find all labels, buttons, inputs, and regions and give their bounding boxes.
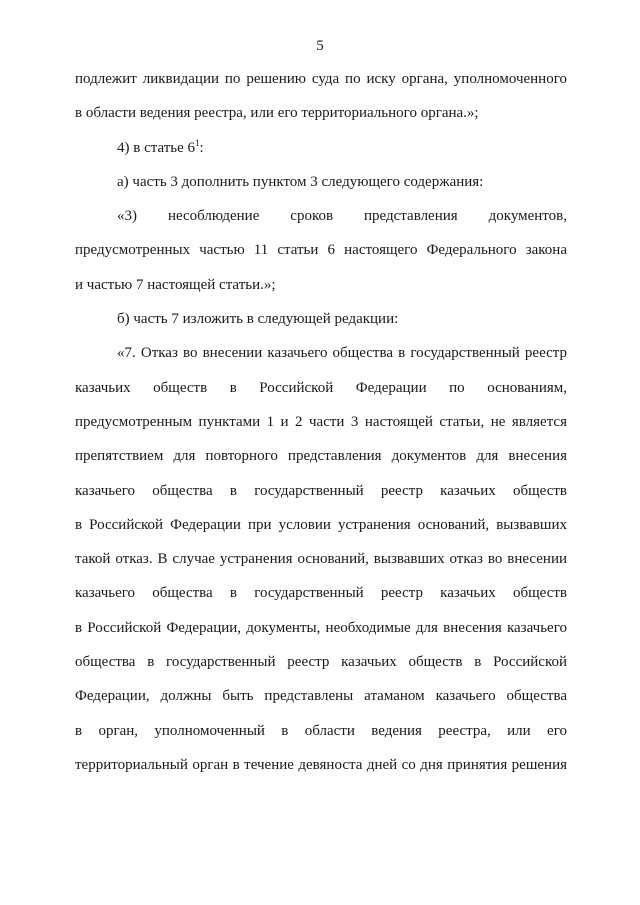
text-line: и частью 7 настоящей статьи.»;: [75, 276, 276, 293]
paragraph-part-7-quote: [75, 336, 567, 782]
paragraph-part-7-amend: [75, 302, 567, 336]
text-line: а) часть 3 дополнить пунктом 3 следующего содержания:: [117, 173, 484, 190]
text-line: в Российской Федерации при условии устранения оснований, вызвавших: [75, 516, 567, 533]
text-line: «7. Отказ во внесении казачьего общества в государственный реестр: [117, 345, 567, 362]
article-ref-text: 4) в статье 6: [117, 139, 196, 156]
text-line: б) часть 7 изложить в следующей редакции:: [117, 311, 399, 328]
text-line: территориальный орган в течение девяноста дней со дня принятия решения: [75, 756, 567, 773]
page-number: 5: [316, 38, 324, 54]
paragraph-item-3-quote: [75, 199, 567, 302]
article-ref-superscript: 1: [195, 137, 200, 148]
article-ref-colon: :: [199, 139, 204, 156]
text-line: предусмотренным пунктами 1 и 2 части 3 настоящей статьи, не является: [75, 413, 567, 430]
text-line: в области ведения реестра, или его территориального органа.»;: [75, 105, 479, 122]
text-line: препятствием для повторного представления документов для внесения: [75, 448, 567, 465]
paragraph-part-3-amend: [75, 165, 567, 199]
text-line: «3) несоблюдение сроков представления документов,: [117, 208, 567, 225]
text-line: казачьего общества в государственный реестр казачьих обществ: [75, 482, 567, 499]
text-line: казачьего общества в государственный реестр казачьих обществ: [75, 585, 567, 602]
paragraph-article-6-1: [75, 131, 567, 165]
text-line: Федерации, должны быть представлены атаманом казачьего общества: [75, 688, 567, 705]
text-line: общества в государственный реестр казачьих обществ в Российской: [75, 654, 567, 671]
text-line: подлежит ликвидации по решению суда по иску органа, уполномоченного: [75, 71, 567, 87]
document-body: [75, 62, 567, 782]
paragraph-liquidation: [75, 62, 567, 131]
text-line: казачьих обществ в Российской Федерации по основаниям,: [75, 379, 567, 396]
text-line: [75, 131, 567, 165]
text-line: такой отказ. В случае устранения оснований, вызвавших отказ во внесении: [75, 551, 567, 568]
text-line: в Российской Федерации, документы, необходимые для внесения казачьего: [75, 619, 567, 636]
text-line: предусмотренных частью 11 статьи 6 настоящего Федерального закона: [75, 242, 567, 259]
text-line: в орган, уполномоченный в области ведения реестра, или его: [75, 722, 567, 739]
